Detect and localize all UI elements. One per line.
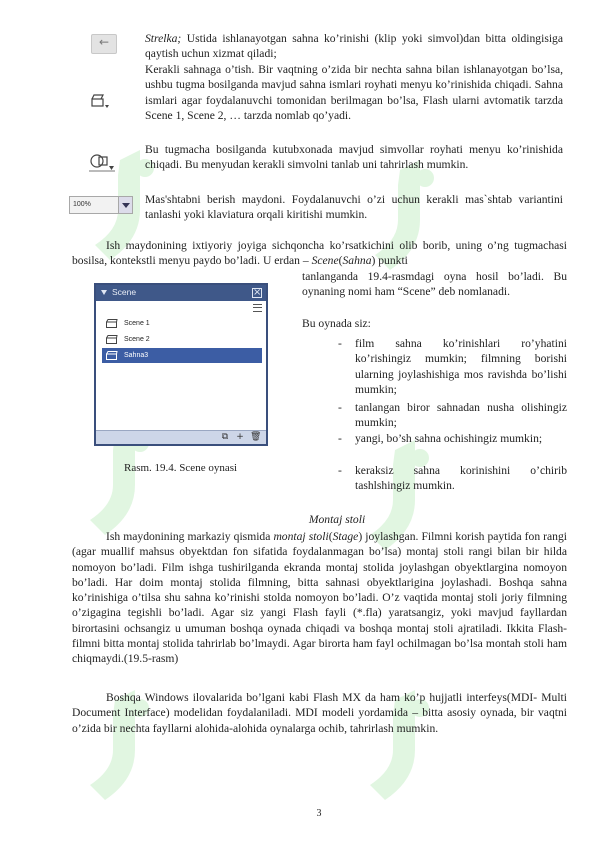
text-italic: montaj stoli — [273, 530, 329, 543]
scene-name: Scene 2 — [124, 336, 150, 343]
scene-clapper-icon — [106, 319, 118, 328]
text-run: Ish maydonining markaziy qismida — [106, 530, 274, 543]
close-icon — [252, 288, 262, 298]
section-heading: Montaj stoli — [308, 513, 366, 526]
panel-title-bar — [96, 285, 266, 301]
scene-list — [102, 316, 262, 364]
text-run: Ish maydonining ixtiyoriy joyiga sichqoncha ko’rsatkichini olib borib, uning o’ng tugmachasi bosilsa, kontekstli menyu paydo bo’ladi. U erdan – — [72, 239, 567, 268]
collapse-triangle-icon — [101, 290, 107, 295]
text-run: tanlanganda 19.4-rasmdagi oyna hosil bo’ladi. Bu oynaning nomi ham “Scene” deb nomlanadi. — [302, 270, 567, 299]
scene-list-item-selected — [102, 348, 262, 363]
text-run: punkti — [375, 254, 408, 268]
list-item-text: film sahna ko’rinishlari ro’yhatini ko’rishingiz mumkin; filmning borishi ularning joylashishiga mos ravishda bo’lishi mumkin; — [355, 337, 567, 396]
back-arrow-icon — [91, 34, 117, 54]
scene-list-item — [102, 316, 262, 331]
panel-title: Scene — [112, 287, 137, 297]
scene-name: Scene 1 — [124, 320, 150, 327]
list-item-text: yangi, bo’sh sahna ochishingiz mumkin; — [355, 432, 543, 445]
item-symbols — [145, 142, 563, 173]
panel-footer — [96, 430, 266, 444]
text-italic: Scene — [311, 254, 339, 268]
add-scene-icon: + — [236, 432, 244, 442]
zoom-select — [69, 196, 133, 214]
list-dash: - — [338, 432, 342, 445]
item-back — [145, 31, 563, 62]
list-dash: - — [338, 401, 342, 414]
text-italic: Stage — [332, 530, 359, 543]
item-zoom — [145, 192, 563, 223]
text-run: Boshqa Windows ilovalarida bo’lgani kabi Flash MX da ham ko’p hujjatli interfeys(MDI- Multi Document Interface) modelidan foydalaniladi. MDI modeli yordamida – bitta asosiy oynada, bir vaqtni o’zida bir nechta fayllarni alohida-alohida oynalarga ochib, tahrirlash mumkin. — [72, 691, 567, 735]
paragraph-context-menu — [72, 238, 567, 269]
figure-caption: Rasm. 19.4. Scene oynasi — [124, 462, 238, 474]
item-text: Kerakli sahnaga o’tish. Bir vaqtning o’zida bir nechta sahna bilan ishlanayotgan bo’lsa, ushbu tugma bosilganda mavjud sahna ismlari royhati menyu ko’rinishida chiqadi. Sahna ismlari agar foydalanuvchi tomonidan berilmagan bo’lsa, Flash ularni avtomatik tarzda Scene 1, Scene 2, … tarzda nomlab qo’yadi. — [145, 63, 563, 122]
duplicate-scene-icon: ⧉ — [221, 432, 229, 442]
chevron-down-icon — [118, 197, 132, 213]
text-italic: Sahna — [342, 254, 372, 268]
item-text: Ustida ishlanayotgan sahna ko’rinishi (klip yoki simvol)dan bitta oldingisiga qaytish uchun xizmat qiladi; — [145, 32, 563, 61]
text-run: ( — [338, 254, 343, 268]
scene-clapper-icon — [106, 351, 118, 360]
paragraph-scene-window — [302, 269, 567, 300]
scene-list-item — [102, 332, 262, 347]
list-dash: - — [338, 464, 342, 477]
symbols-icon — [87, 151, 117, 173]
panel-menu-icon — [253, 304, 262, 312]
paragraph-stage — [72, 529, 567, 667]
item-text: Mas'shtabni berish maydoni. Foydalanuvchi o’zi uchun kerakli mas`shtab variantini tanlashi yoki klaviatura orqali kiritishi mumkin. — [145, 193, 563, 222]
list-dash: - — [338, 337, 342, 350]
text-run: ) — [358, 530, 363, 543]
scene-panel-figure — [94, 283, 268, 446]
delete-scene-icon: 🗑 — [250, 432, 262, 442]
list-intro: Bu oynada siz: — [302, 317, 371, 330]
item-text: Bu tugmacha bosilganda kutubxonada mavjud simvollar royhati menyu ko’rinishida chiqadi. Bu menyudan kerakli simvolni tanlab uni tahrirlash mumkin. — [145, 143, 563, 172]
list-item-text: keraksiz sahna korinishini o’chirib tashlshingiz mumkin. — [355, 464, 567, 493]
zoom-value: 100% — [73, 201, 91, 208]
item-scene-nav — [145, 62, 563, 123]
text-run: ) — [371, 254, 376, 268]
page-number: 3 — [316, 808, 322, 819]
text-run: ( — [328, 530, 333, 543]
scene-clapper-icon — [106, 335, 118, 344]
scene-name: Sahna3 — [124, 352, 149, 359]
paragraph-mdi — [72, 690, 567, 736]
list-item-text: tanlangan biror sahnadan nusha olishingiz mumkin; — [355, 401, 567, 430]
item-term: Strelka; — [145, 32, 182, 45]
text-run: joylashgan. Filmni korish paytida fon rangi (agar muallif mahsus obyektdan fon sifatida foydalanmagan bo’lsa) montaj stoli rangi bilan bir hilda nomoyon bo’ladi. Film ishga tushirilganda ekranda montaj stolida joylashgan obyektlargina nomoyon bo’ladi. Har doim montaj stolida filmning, bitta sahnasi obyektlarigina joylashadi. Boshqa sahna ko’rinishiga o’tilsa shu sahna ko’rinishi stolda nomoyon bo’ladi. O’z vaqtida montaj stoli joriy filmning o’zigagina tegishli bo’ladi. Agar siz yangi Flash fayli (*.fla) yaratsangiz, yoki mavjud fayllardan birortasini ochsangiz u umuman boshqa oynada chiqadi va boshqa montaj stoli ajratiladi. Ikkita Flash-filmni bitta montaj stolida tahrirlab bo’lmaydi. Agar birorta ham fayl ochilmagan bo’lsa montah stoli ham chiqmaydi.(19.5-rasm) — [72, 530, 567, 666]
scene-clapper-icon — [90, 92, 110, 110]
